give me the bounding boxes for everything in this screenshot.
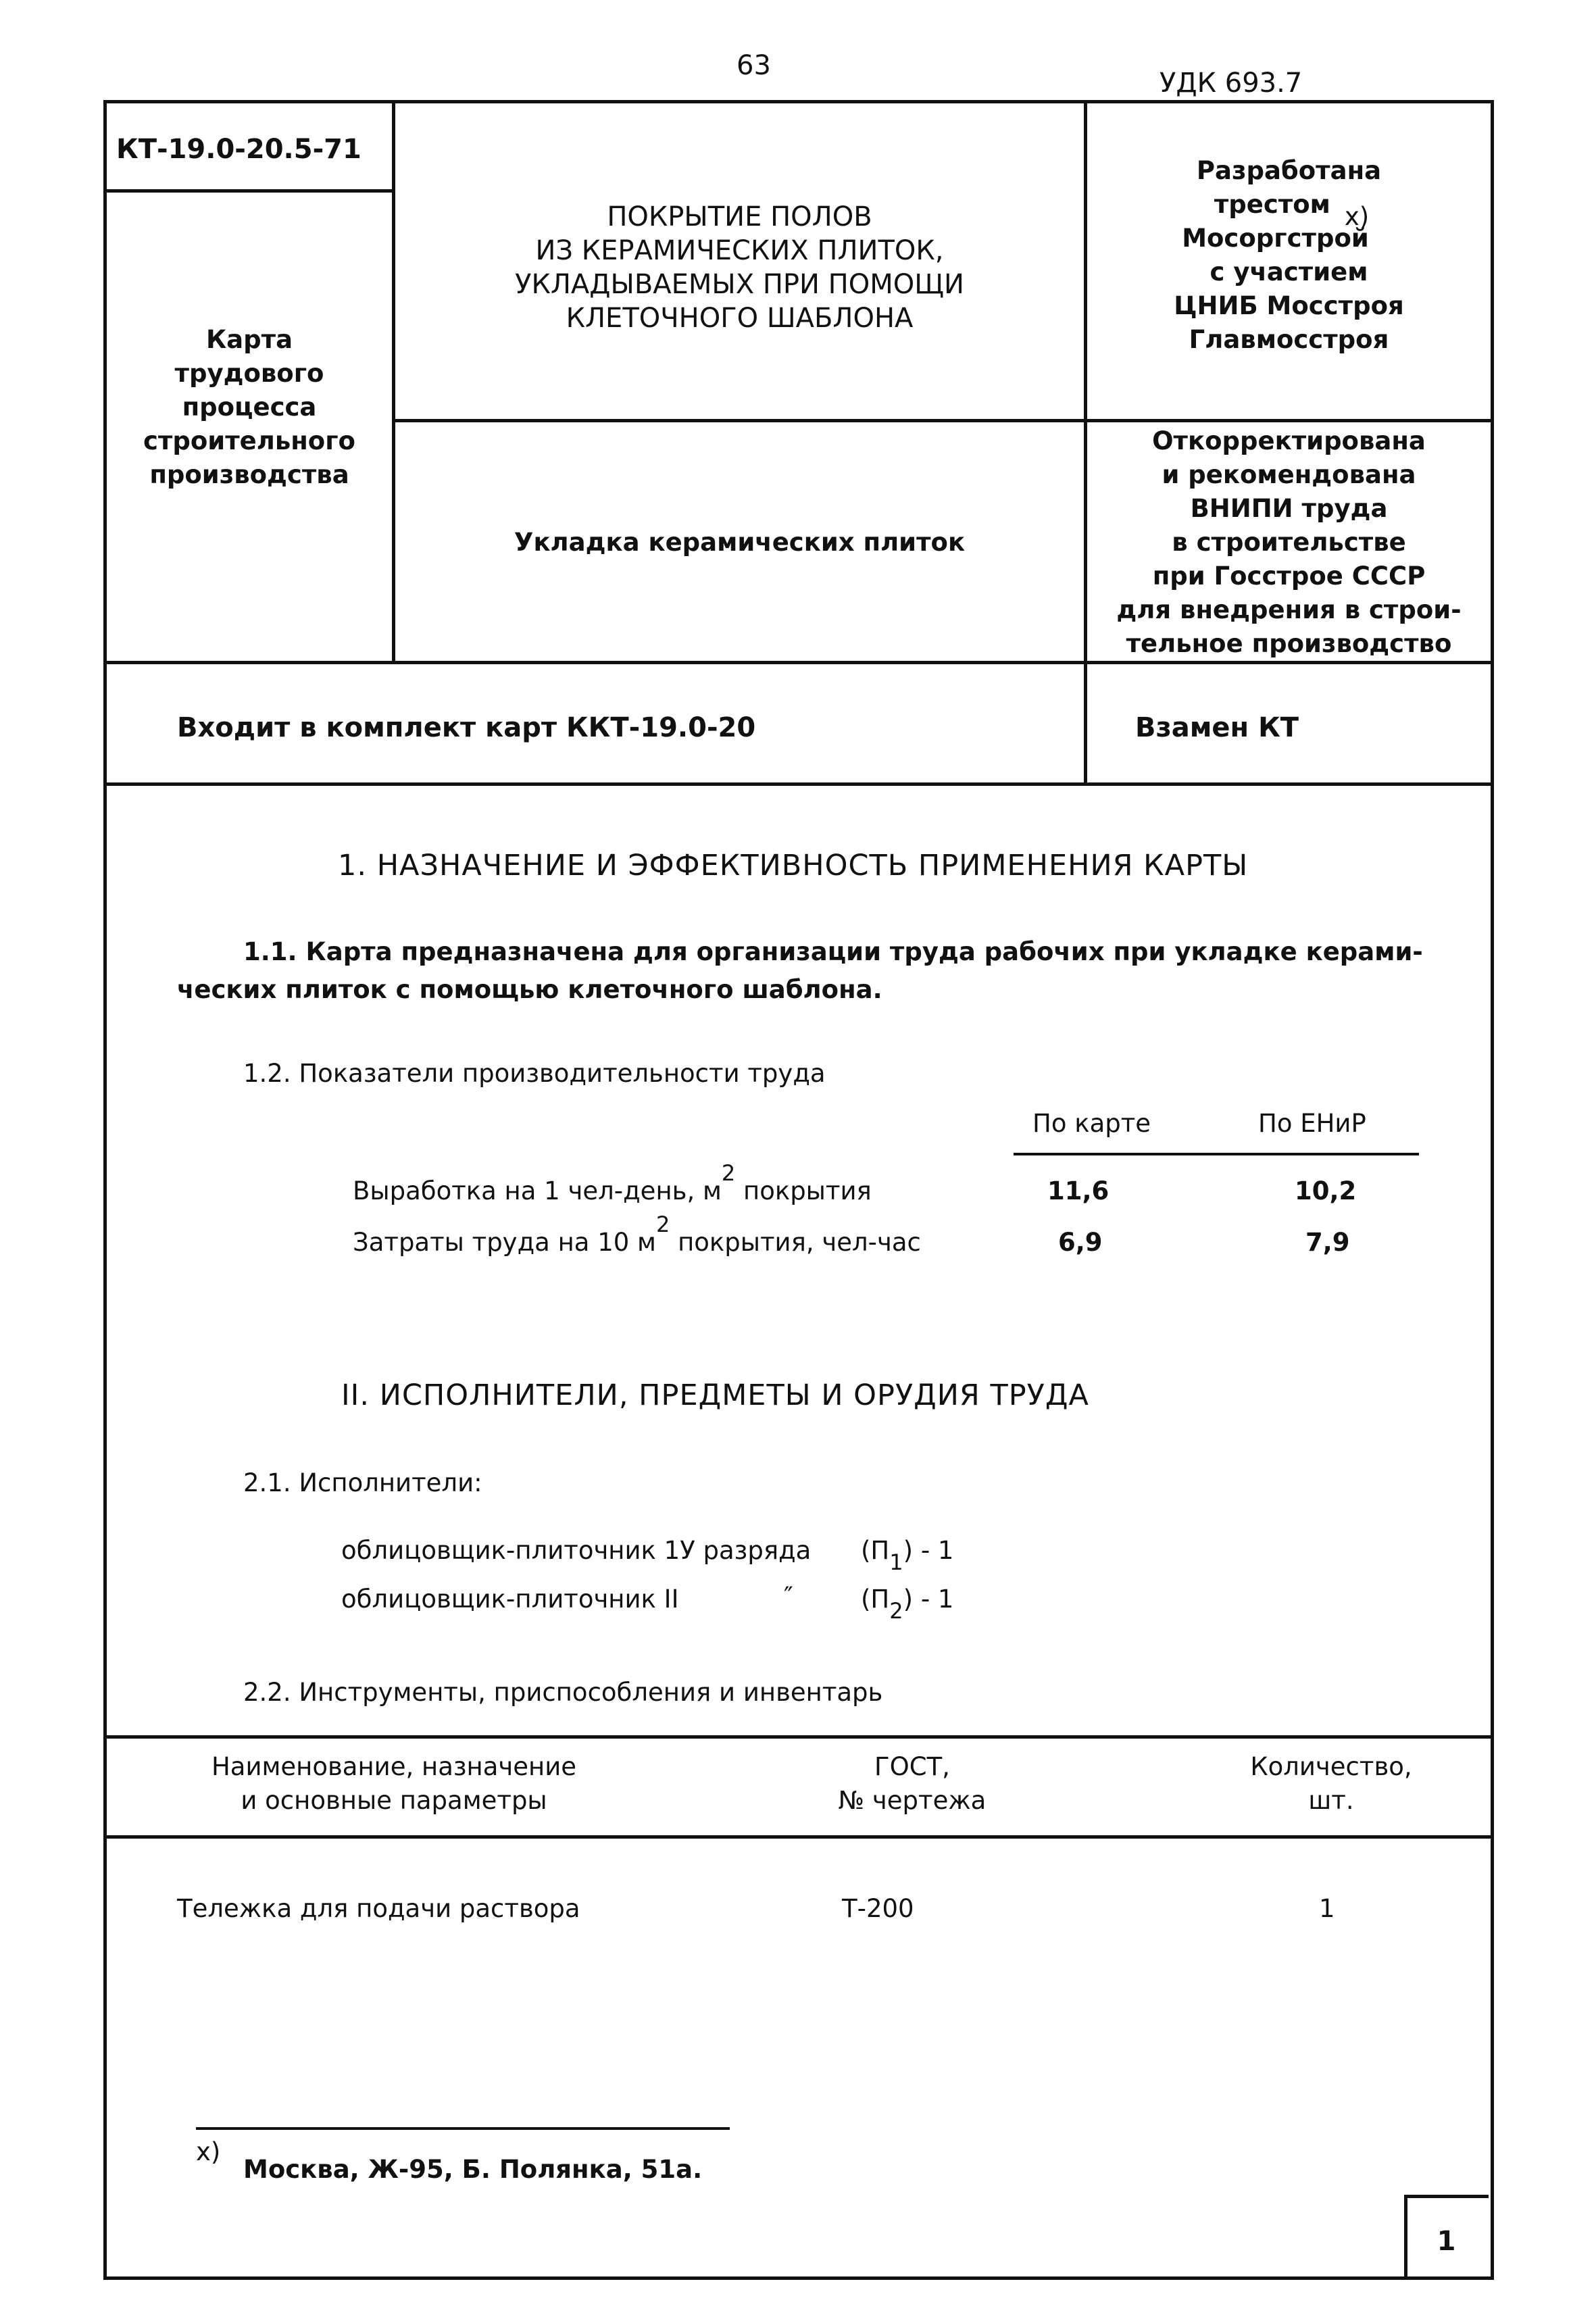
paragraph-1-1: 1.1. Карта предназначена для организации труда рабочих при укладке керами- [243, 937, 1423, 966]
tools-header-qty [1203, 1750, 1460, 1818]
indicator-label-cont: покрытия [735, 1176, 872, 1205]
footnote-mark: x) [1344, 202, 1370, 231]
section1-heading: 1. НАЗНАЧЕНИЕ И ЭФФЕКТИВНОСТЬ ПРИМЕНЕНИЯ КАРТЫ [338, 849, 1249, 882]
card-type-line: трудового [174, 359, 324, 388]
worker-code-1 [861, 1534, 954, 1575]
divider-title-row [392, 419, 1494, 422]
card-type-line: процесса [182, 393, 317, 422]
indicator-value-card: 11,6 [1047, 1176, 1109, 1205]
divider-kit-bottom [103, 782, 1494, 786]
title-line: КЛЕТОЧНОГО ШАБЛОНА [566, 303, 914, 334]
title-line: ПОКРЫТИЕ ПОЛОВ [607, 201, 872, 232]
developer-block [1087, 154, 1491, 357]
indicators-header-rule [1014, 1153, 1419, 1155]
indicator-value-card: 6,9 [1058, 1228, 1103, 1257]
indicator-row-labor [353, 1212, 921, 1260]
worker-description: облицовщик-плиточник 1У разряда [341, 1536, 812, 1565]
indicator-row-output [353, 1160, 872, 1209]
worker-code-2 [861, 1583, 954, 1624]
worker-code-open: (П [861, 1585, 890, 1614]
table-row-gost: Т-200 [842, 1894, 914, 1923]
title-line: УКЛАДЫВАЕМЫХ ПРИ ПОМОЩИ [515, 269, 964, 300]
subscript-2: 2 [889, 1598, 903, 1624]
tools-header-line: Наименование, назначение [211, 1752, 577, 1781]
correction-line: при Госстрое СССР [1152, 562, 1426, 591]
correction-line: тельное производство [1126, 629, 1452, 658]
replaces-reference: Взамен КТ [1135, 712, 1299, 743]
sheet-number: 1 [1437, 2226, 1456, 2257]
paragraph-1-2: 1.2. Показатели производительности труда [243, 1059, 826, 1088]
indicator-value-enir: 7,9 [1305, 1228, 1350, 1257]
correction-line: ВНИПИ труда [1190, 494, 1388, 523]
paragraph-2-2: 2.2. Инструменты, приспособления и инвентарь [243, 1678, 883, 1707]
tools-header-line: шт. [1308, 1786, 1354, 1815]
card-type-line: Карта [205, 325, 293, 354]
correction-line: Откорректирована [1152, 426, 1426, 455]
correction-line: в строительстве [1172, 528, 1406, 557]
correction-line: и рекомендована [1162, 460, 1416, 489]
paragraph-1-1-cont: ческих плиток с помощью клеточного шаблона. [177, 975, 882, 1004]
worker-line-2 [341, 1583, 678, 1616]
card-type-line: производства [149, 460, 349, 489]
indicator-value-enir: 10,2 [1295, 1176, 1357, 1205]
frame-top [103, 100, 1494, 103]
worker-code-open: (П [861, 1536, 890, 1565]
card-type [107, 323, 392, 492]
divider-code-row [103, 189, 394, 193]
column-by-enir: По ЕНиР [1258, 1109, 1366, 1138]
page-number: 63 [737, 50, 771, 81]
frame-bottom [103, 2276, 1494, 2280]
tools-header-gost [770, 1750, 1054, 1818]
superscript-2: 2 [655, 1212, 670, 1237]
developer-line: Мосоргстрой [1182, 224, 1369, 253]
indicator-label: Затраты труда на 10 м [353, 1228, 656, 1257]
developer-line: с участием [1210, 257, 1368, 287]
worker-code-close: ) - 1 [903, 1585, 954, 1614]
worker-line-1 [341, 1534, 811, 1568]
title-line: ИЗ КЕРАМИЧЕСКИХ ПЛИТОК, [535, 235, 944, 266]
column-by-card: По карте [1032, 1109, 1151, 1138]
tools-header-line: и основные параметры [241, 1786, 547, 1815]
footnote-rule [196, 2127, 730, 2130]
footnote-mark: x) [196, 2137, 221, 2166]
table-row-name: Тележка для подачи раствора [177, 1894, 580, 1923]
section2-heading: II. ИСПОЛНИТЕЛИ, ПРЕДМЕТЫ И ОРУДИЯ ТРУДА [341, 1378, 1089, 1412]
developer-line: ЦНИБ Мосстроя [1174, 291, 1404, 320]
tools-table-header-bottom [103, 1835, 1494, 1839]
udk-code: УДК 693.7 [1159, 68, 1303, 99]
card-code: КТ-19.0-20.5-71 [116, 134, 361, 165]
ditto-mark: ″ [784, 1582, 793, 1611]
developer-line: Разработана [1196, 156, 1382, 185]
correction-line: для внедрения в строи- [1116, 595, 1462, 624]
indicator-label: Выработка на 1 чел-день, м [353, 1176, 722, 1205]
developer-line: Главмосстроя [1189, 325, 1389, 354]
tools-header-line: ГОСТ, [874, 1752, 950, 1781]
tools-header-line: № чертежа [838, 1786, 987, 1815]
divider-header-bottom [103, 661, 1494, 664]
subscript-1: 1 [889, 1549, 903, 1575]
tools-header-line: Количество, [1250, 1752, 1412, 1781]
table-row-qty: 1 [1319, 1894, 1335, 1923]
tools-table-top [103, 1735, 1494, 1739]
card-type-line: строительного [143, 426, 355, 455]
tools-header-name [107, 1750, 681, 1818]
superscript-2: 2 [721, 1160, 736, 1186]
footnote-text: Москва, Ж-95, Б. Полянка, 51а. [243, 2155, 703, 2184]
worker-code-close: ) - 1 [903, 1536, 954, 1565]
correction-block [1087, 424, 1491, 661]
indicator-label-cont: покрытия, чел-час [670, 1228, 921, 1257]
document-subtitle: Укладка керамических плиток [514, 528, 966, 557]
developer-line [1087, 188, 1491, 231]
developer-line-text: трестом [1214, 190, 1330, 219]
frame-right [1491, 100, 1494, 2280]
paragraph-2-1: 2.1. Исполнители: [243, 1468, 482, 1497]
worker-description: облицовщик-плиточник II [341, 1585, 679, 1614]
divider-col1 [392, 100, 395, 662]
document-title [395, 200, 1084, 335]
kit-reference: Входит в комплект карт ККТ-19.0-20 [177, 712, 756, 743]
